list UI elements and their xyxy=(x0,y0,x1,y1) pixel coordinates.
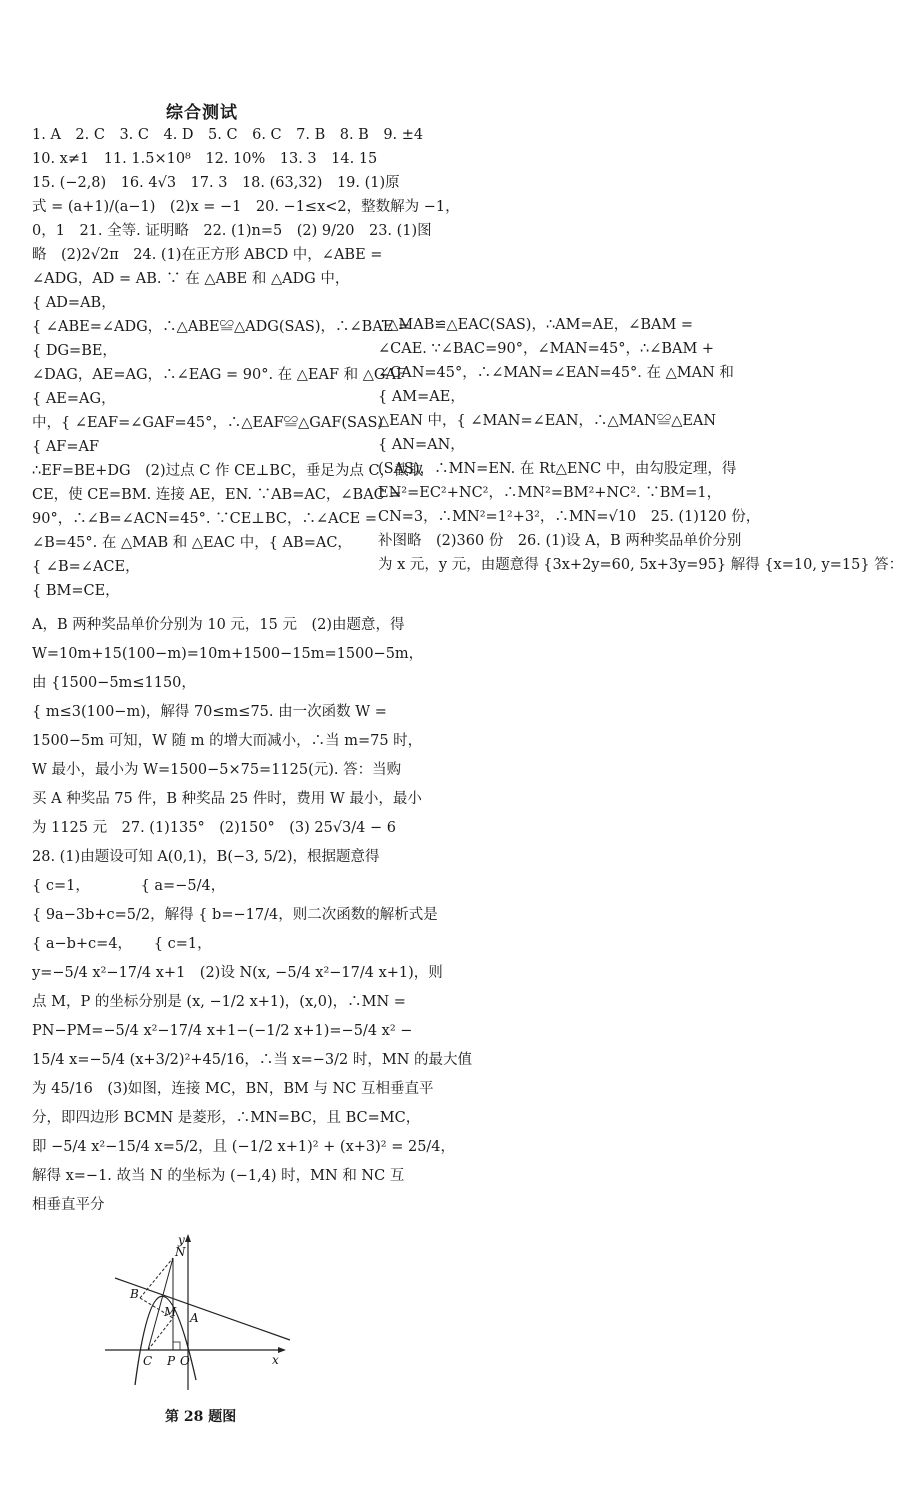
text-line: ∴EF=BE+DG (2)过点 C 作 CE⊥BC，垂足为点 C，截取 xyxy=(32,463,424,479)
text-line: 28. (1)由题设可知 A(0,1)，B(−3, 5/2)，根据题意得 xyxy=(32,849,380,865)
text-line: 90°，∴∠B=∠ACN=45°. ∵CE⊥BC，∴∠ACE = xyxy=(32,511,378,527)
text-line: 1500−5m 可知，W 随 m 的增大而减小，∴当 m=75 时， xyxy=(32,733,423,749)
text-line: 由 {1500−5m≤1150， xyxy=(32,675,196,691)
text-line: { ∠ABE=∠ADG，∴△ABE≌△ADG(SAS)，∴∠BAE = xyxy=(32,319,411,335)
label-p: P xyxy=(167,1354,176,1368)
text-line: CE，使 CE=BM. 连接 AE，EN. ∵AB=AC，∠BAC = xyxy=(32,487,402,503)
label-o: O xyxy=(180,1354,190,1368)
text-line: 相垂直平分 xyxy=(32,1197,105,1213)
text-line: 15. (−2,8) 16. 4√3 17. 3 18. (63,32) 19. (1)原 xyxy=(32,175,400,191)
text-line: 为 x 元，y 元，由题意得 {3x+2y=60, 5x+3y=95} 解得 {x=10, y=15} 答： xyxy=(378,557,903,573)
text-line: ∠B=45°. 在 △MAB 和 △EAC 中，{ AB=AC， xyxy=(32,535,352,551)
y-arrow xyxy=(185,1234,191,1242)
x-arrow xyxy=(278,1347,286,1353)
text-line: 分，即四边形 BCMN 是菱形，∴MN=BC，且 BC=MC， xyxy=(32,1110,421,1126)
text-line: { AM=AE， xyxy=(378,389,465,405)
label-x: x xyxy=(272,1353,279,1367)
text-line: 为 1125 元 27. (1)135° (2)150° (3) 25√3/4 − 6 xyxy=(32,820,396,836)
text-line: { AN=AN， xyxy=(378,437,465,453)
label-n: N xyxy=(175,1245,186,1259)
label-a: A xyxy=(190,1311,199,1325)
line-ab xyxy=(115,1278,290,1340)
text-line: 补图略 (2)360 份 26. (1)设 A，B 两种奖品单价分别 xyxy=(378,533,742,549)
text-line: { AD=AB， xyxy=(32,295,116,311)
label-y: y xyxy=(178,1233,185,1247)
text-line: 点 M，P 的坐标分别是 (x, −1/2 x+1)，(x,0)，∴MN = xyxy=(32,994,406,1010)
text-line: PN−PM=−5/4 x²−17/4 x+1−(−1/2 x+1)=−5/4 x² − xyxy=(32,1023,413,1039)
segment-cm xyxy=(148,1318,173,1350)
text-line: { m≤3(100−m)，解得 70≤m≤75. 由一次函数 W = xyxy=(32,704,387,720)
text-line: (SAS)，∴MN=EN. 在 Rt△ENC 中，由勾股定理，得 xyxy=(378,461,737,477)
text-line: W=10m+15(100−m)=10m+1500−15m=1500−5m， xyxy=(32,646,424,662)
text-line: 1. A 2. C 3. C 4. D 5. C 6. C 7. B 8. B 9. ±4 xyxy=(32,127,424,143)
label-c: C xyxy=(143,1354,153,1368)
text-line: W 最小，最小为 W=1500−5×75=1125(元). 答：当购 xyxy=(32,762,402,778)
label-m: M xyxy=(164,1305,177,1319)
text-line: y=−5/4 x²−17/4 x+1 (2)设 N(x, −5/4 x²−17/4 x+1)，则 xyxy=(32,965,443,981)
text-line: { BM=CE， xyxy=(32,583,120,599)
text-line: A，B 两种奖品单价分别为 10 元，15 元 (2)由题意，得 xyxy=(32,617,405,633)
text-line: CN=3，∴MN²=1²+3²，∴MN=√10 25. (1)120 份， xyxy=(378,509,761,525)
text-line: 买 A 种奖品 75 件，B 种奖品 25 件时，费用 W 最小，最小 xyxy=(32,791,422,807)
text-line: 为 45/16 (3)如图，连接 MC，BN，BM 与 NC 互相垂直平 xyxy=(32,1081,434,1097)
text-line: EN²=EC²+NC²，∴MN²=BM²+NC². ∵BM=1， xyxy=(378,485,722,501)
text-line: { DG=BE， xyxy=(32,343,117,359)
text-line: { AE=AG， xyxy=(32,391,116,407)
label-b: B xyxy=(130,1287,139,1301)
text-line: ∠DAG，AE=AG，∴∠EAG = 90°. 在 △EAF 和 △GAF xyxy=(32,367,407,383)
segment-cn xyxy=(148,1258,173,1350)
text-line: ∠ADG，AD = AB. ∵ 在 △ABE 和 △ADG 中， xyxy=(32,271,350,287)
text-line: { c=1， { a=−5/4， xyxy=(32,878,226,894)
text-line: ∴△MAB≌△EAC(SAS)，∴AM=AE，∠BAM = xyxy=(378,317,694,333)
text-line: △EAN 中，{ ∠MAN=∠EAN，∴△MAN≌△EAN xyxy=(378,413,717,429)
text-line: { ∠B=∠ACE， xyxy=(32,559,140,575)
text-line: 0，1 21. 全等. 证明略 22. (1)n=5 (2) 9/20 23. (1)图 xyxy=(32,223,432,239)
text-line: 15/4 x=−5/4 (x+3/2)²+45/16，∴当 x=−3/2 时，MN 的最大值 xyxy=(32,1052,472,1068)
text-line: 10. x≠1 11. 1.5×10⁸ 12. 10% 13. 3 14. 15 xyxy=(32,151,378,167)
text-line: 解得 x=−1. 故当 N 的坐标为 (−1,4) 时，MN 和 NC 互 xyxy=(32,1168,405,1184)
text-line: ∠CAN=45°，∴∠MAN=∠EAN=45°. 在 △MAN 和 xyxy=(378,365,734,381)
text-line: { AF=AF xyxy=(32,439,100,455)
problem-28-figure xyxy=(100,1230,300,1395)
figure-caption: 第 28 题图 xyxy=(165,1409,237,1425)
text-line: ∠CAE. ∵∠BAC=90°，∠MAN=45°，∴∠BAM + xyxy=(378,341,715,357)
text-line: 中，{ ∠EAF=∠GAF=45°，∴△EAF≌△GAF(SAS) xyxy=(32,415,384,431)
text-line: { a−b+c=4， { c=1， xyxy=(32,936,212,952)
text-line: 即 −5/4 x²−15/4 x=5/2，且 (−1/2 x+1)² + (x+3)² = 25/4， xyxy=(32,1139,456,1155)
section-title: 综合测试 xyxy=(166,103,238,123)
text-line: 略 (2)2√2π 24. (1)在正方形 ABCD 中，∠ABE = xyxy=(32,247,383,263)
right-angle-mark xyxy=(173,1342,180,1350)
text-line: 式 = (a+1)/(a−1) (2)x = −1 20. −1≤x<2，整数解为 −1， xyxy=(32,199,460,215)
text-line: { 9a−3b+c=5/2，解得 { b=−17/4，则二次函数的解析式是 xyxy=(32,907,438,923)
